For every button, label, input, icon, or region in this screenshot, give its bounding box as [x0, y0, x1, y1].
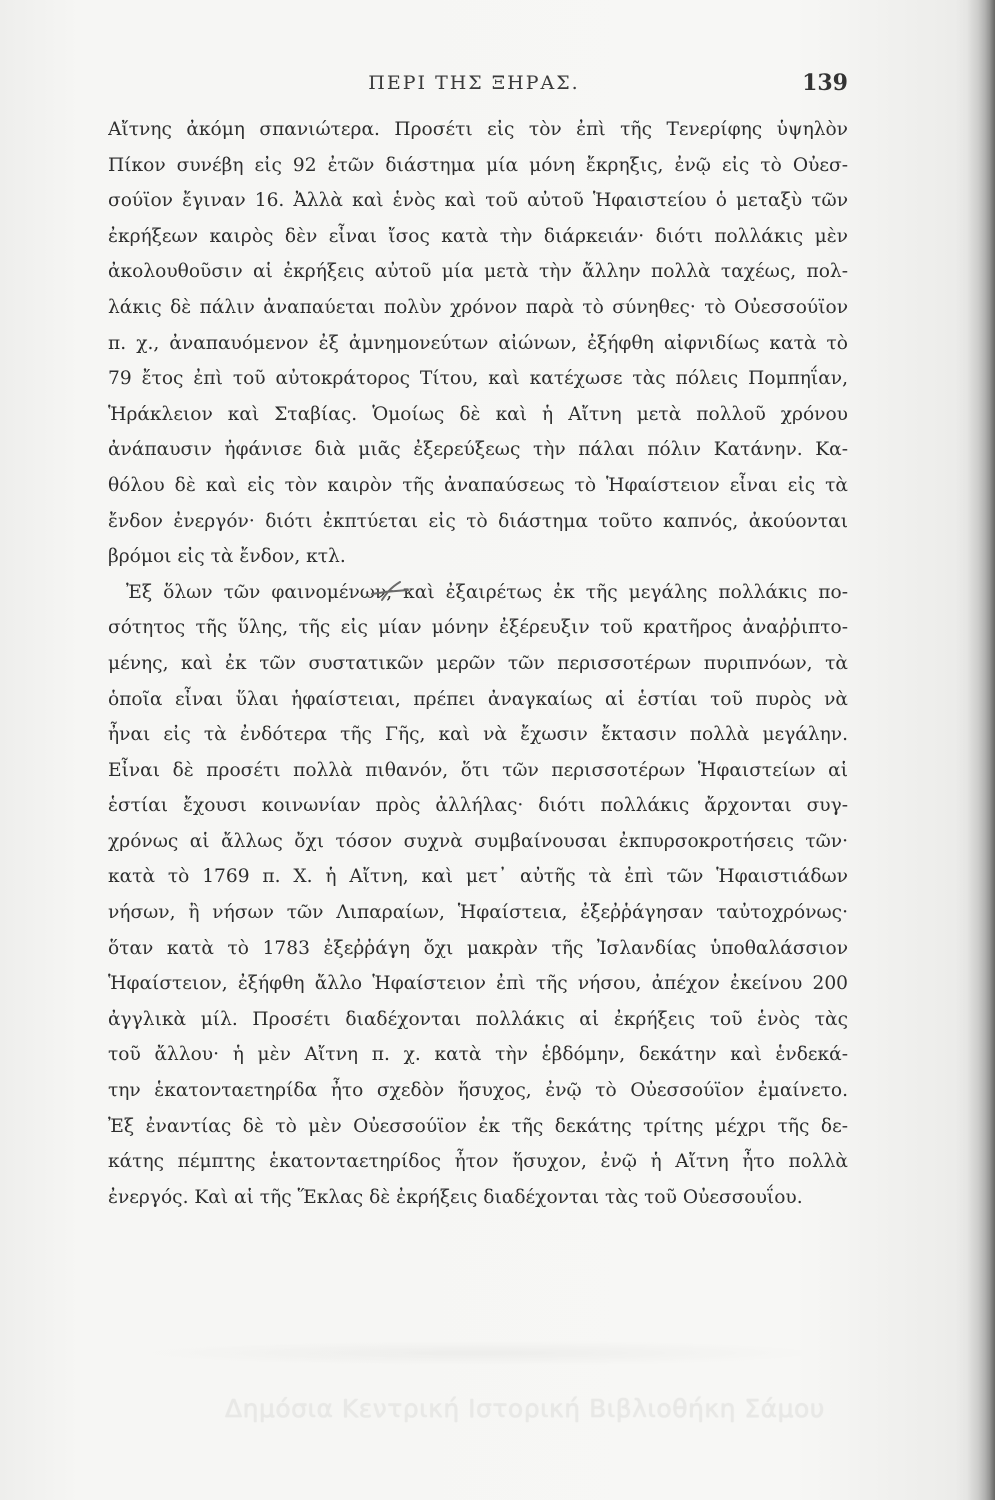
text-line: Πίκον συνέβη εἰς 92 ἐτῶν διάστημα μία μόνη ἔκρηξις, ἐνῷ εἰς τὸ Οὐεσ-	[108, 154, 848, 176]
text-line: Ἐξ ἐναντίας δὲ τὸ μὲν Οὐεσσούϊον ἐκ τῆς δεκάτης τρίτης μέχρι τῆς δε-	[108, 1115, 848, 1137]
text-line: Ἐξ ὅλων τῶν φαινομένων, καὶ ἐξαιρέτως ἐκ τῆς μεγάλης πολλάκις πο-	[126, 581, 848, 603]
page-number: 139	[802, 70, 848, 96]
pencil-mark-icon	[370, 580, 410, 602]
text-line: κάτης πέμπτης ἑκατονταετηρίδος ἦτον ἥσυχον, ἐνῷ ἡ Αἴτνη ἦτο πολλὰ	[108, 1151, 848, 1173]
text-line: την ἑκατονταετηρίδα ἦτο σχεδὸν ἥσυχος, ἐνῷ τὸ Οὐεσσούϊον ἐμαίνετο.	[108, 1080, 848, 1102]
text-line: Εἶναι δὲ προσέτι πολλὰ πιθανόν, ὅτι τῶν περισσοτέρων Ἡφαιστείων αἱ	[108, 759, 848, 781]
text-line: Αἴτνης ἀκόμη σπανιώτερα. Προσέτι εἰς τὸν ἐπὶ τῆς Τενερίφης ὑψηλὸν	[108, 119, 848, 140]
body-text	[108, 112, 848, 1215]
text-line: Ἡράκλειον καὶ Σταβίας. Ὁμοίως δὲ καὶ ἡ Αἴτνη μετὰ πολλοῦ χρόνου	[108, 403, 848, 425]
text-line: ἀγγλικὰ μίλ. Προσέτι διαδέχονται πολλάκις αἱ ἐκρήξεις τοῦ ἑνὸς τὰς	[108, 1008, 848, 1030]
text-line: νήσων, ἢ νήσων τῶν Λιπαραίων, Ἡφαίστεια, ἐξεῤῥάγησαν ταὐτοχρόνως·	[108, 902, 848, 924]
text-line: χρόνως αἱ ἄλλως ὄχι τόσον συχνὰ συμβαίνουσαι ἐκπυρσοκροτήσεις τῶν·	[108, 830, 848, 852]
text-line: σότητος τῆς ὕλης, τῆς εἰς μίαν μόνην ἐξέρευξιν τοῦ κρατῆρος ἀναῤῥιπτο-	[108, 617, 848, 639]
text-line: ὁποῖα εἶναι ὕλαι ἡφαίστειαι, πρέπει ἀναγκαίως αἱ ἑστίαι τοῦ πυρὸς νὰ	[108, 688, 848, 710]
text-line: λάκις δὲ πάλιν ἀναπαύεται πολὺν χρόνον παρὰ τὸ σύνηθες· τὸ Οὐεσσούϊον	[108, 296, 848, 318]
text-line: θόλου δὲ καὶ εἰς τὸν καιρὸν τῆς ἀναπαύσεως τὸ Ἡφαίστειον εἶναι εἰς τὰ	[108, 474, 848, 496]
text-line: ἔνδον ἐνεργόν· διότι ἐκπτύεται εἰς τὸ διάστημα τοῦτο καπνός, ἀκούονται	[108, 510, 848, 532]
text-line: κατὰ τὸ 1769 π. Χ. ἡ Αἴτνη, καὶ μετ᾽ αὐτῆς τὰ ἐπὶ τῶν Ἡφαιστιάδων	[108, 866, 848, 888]
text-line: ὅταν κατὰ τὸ 1783 ἐξεῤῥάγη ὄχι μακρὰν τῆς Ἰσλανδίας ὑποθαλάσσιον	[108, 937, 848, 959]
text-line: μένης, καὶ ἐκ τῶν συστατικῶν μερῶν τῶν περισσοτέρων πυριπνόων, τὰ	[108, 652, 848, 674]
library-watermark: Δημόσια Κεντρική Ιστορική Βιβλιοθήκη Σάμου	[225, 1394, 825, 1423]
text-line: 79 ἔτος ἐπὶ τοῦ αὐτοκράτορος Τίτου, καὶ κατέχωσε τὰς πόλεις Πομπηΐαν,	[108, 368, 848, 390]
text-line: ἑστίαι ἔχουσι κοινωνίαν πρὸς ἀλλήλας· διότι πολλάκις ἄρχονται συγ-	[108, 795, 848, 817]
text-line: π. χ., ἀναπαυόμενον ἐξ ἀμνημονεύτων αἰώνων, ἐξήφθη αἰφνιδίως κατὰ τὸ	[108, 332, 848, 354]
page-spine-shadow	[967, 0, 995, 1500]
running-title: ΠΕΡΙ ΤΗΣ ΞΗΡΑΣ.	[368, 72, 580, 94]
text-line: ἐνεργός. Καὶ αἱ τῆς Ἕκλας δὲ ἐκρήξεις διαδέχονται τὰς τοῦ Οὐεσσουΐου.	[108, 1186, 803, 1208]
text-line: σούϊον ἔγιναν 16. Ἀλλὰ καὶ ἑνὸς καὶ τοῦ αὐτοῦ Ἡφαιστείου ὁ μεταξὺ τῶν	[108, 190, 848, 212]
text-line: ἦναι εἰς τὰ ἐνδότερα τῆς Γῆς, καὶ νὰ ἔχωσιν ἔκτασιν πολλὰ μεγάλην.	[108, 724, 848, 746]
text-line: ἐκρήξεων καιρὸς δὲν εἶναι ἴσος κατὰ τὴν διάρκειάν· διότι πολλάκις μὲν	[108, 225, 848, 247]
text-line: ἀνάπαυσιν ἠφάνισε διὰ μιᾶς ἐξερεύξεως τὴν πάλαι πόλιν Κατάνην. Κα-	[108, 439, 848, 461]
running-header	[100, 72, 848, 102]
text-line: Ἡφαίστειον, ἐξήφθη ἄλλο Ἡφαίστειον ἐπὶ τῆς νήσου, ἀπέχον ἐκείνου 200	[108, 973, 848, 995]
bleed-through-smudge	[130, 1340, 830, 1366]
text-line: βρόμοι εἰς τὰ ἔνδον, κτλ.	[108, 546, 346, 568]
text-line: ἀκολουθοῦσιν αἱ ἐκρήξεις αὐτοῦ μία μετὰ τὴν ἄλλην πολλὰ ταχέως, πολ-	[108, 261, 848, 283]
text-line: τοῦ ἄλλου· ἡ μὲν Αἴτνη π. χ. κατὰ τὴν ἑβδόμην, δεκάτην καὶ ἑνδεκά-	[108, 1044, 848, 1066]
